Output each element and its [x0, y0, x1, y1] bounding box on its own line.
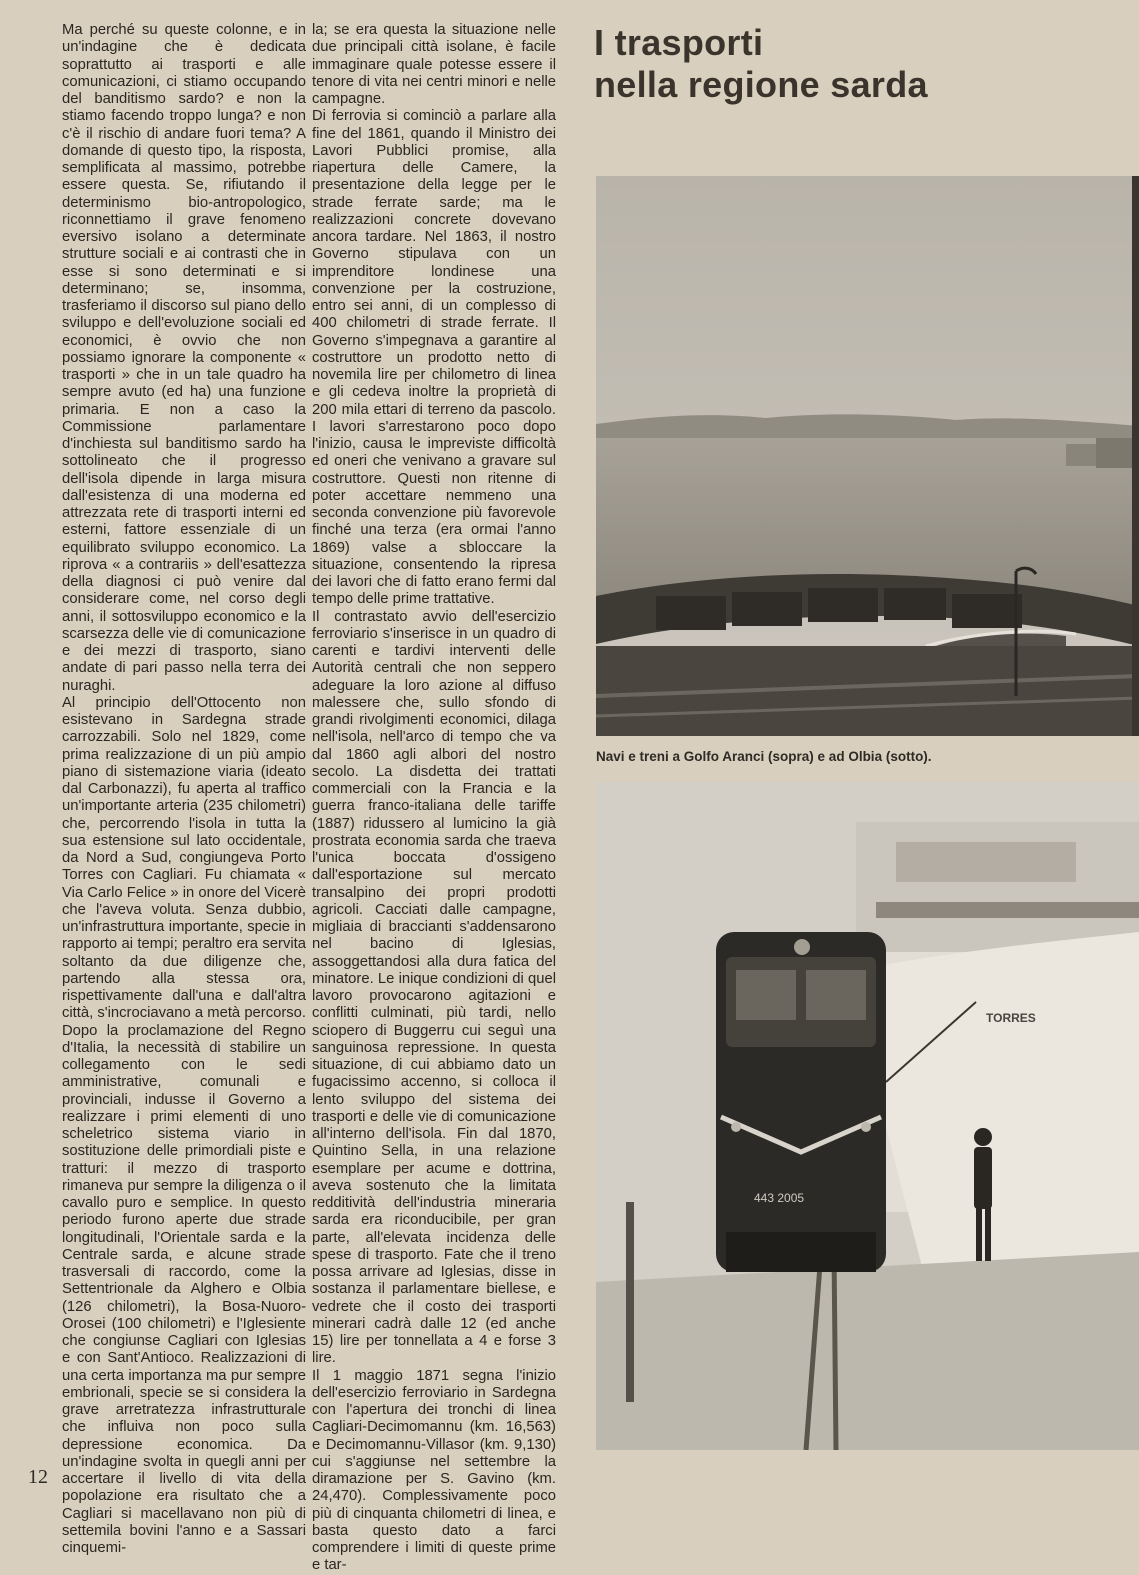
paragraph: Il 1 maggio 1871 segna l'inizio dell'esercizio ferroviario in Sardegna con l'apertura dei tronchi di linea Cagliari-Decimomannu (km. 16,563) e Decimomannu-Villasor (km. 9,130) cui s'aggiunse nel settembre la diramazione per S. Gavino (km. 24,470). Complessivamente poco più di cinquanta chilometri di linea, e basta questo dato a farci comprendere i limiti di queste prime e tar- [312, 1367, 556, 1574]
paragraph: Ma perché su queste colonne, e in un'indagine che è dedicata soprattutto ai trasporti e alle comunicazioni, ci stiamo occupando del banditismo sardo? e non la stiamo facendo troppo lunga? e non c'è il rischio di andare fuori tema? A domande di questo tipo, la risposta, semplificata al massimo, potrebbe essere questa. Se, rifiutando il determinismo bio-antropologico, riconnettiamo il grave fenomeno eversivo isolano a determinate strutture sociali e ai contrasti che in esse si sono determinati e si determinano; se, insomma, trasferiamo il discorso sul piano dello sviluppo e dell'evoluzione sociali ed economici, è ovvio che non possiamo ignorare la componente « trasporti » che in un tale quadro ha sempre avuto (ed ha) una funzione primaria. E non a caso la Commissione parlamentare d'inchiesta sul banditismo sardo ha sottolineato che il progresso dell'isola dipende in larga misura dall'esistenza di una moderna ed attrezzata rete di trasporti interni ed esterni, fattore essenziale di un equilibrato sviluppo economico. La riprova « a contrariis » dell'esattezza della diagnosi ci può venire dal considerare come, nel corso degli anni, il sottosviluppo economico e la scarsezza delle vie di comunicazione e dei mezzi di trasporto, siano andate di pari passo nella terra dei nuraghi. [62, 22, 306, 694]
paragraph: Il contrastato avvio dell'esercizio ferroviario s'inserisce in un quadro di carenti e tardivi interventi delle Autorità centrali che non seppero adeguare la loro azione al diffuso malessere che, sullo sfondo di grandi rivolgimenti economici, dilaga nell'isola, nell'arco di tempo che va dal 1860 agli albori del nostro secolo. La disdetta dei trattati commerciali con la Francia e la guerra franco-italiana delle tariffe (1887) ridussero al lumicino la già prostrata economia sarda che traeva l'unica boccata d'ossigeno dall'esportazione sul mercato transalpino dei propri prodotti agricoli. Cacciati dalle campagne, migliaia di braccianti s'addensarono nel bacino di Iglesias, assoggettandosi alla dura fatica del minatore. Le inique condizioni di quel lavoro provocarono agitazioni e conflitti culminati, più tardi, nello sciopero di Buggerru cui seguì una sanguinosa repressione. In questa situazione, di cui abbiamo dato un fugacissimo accenno, si colloca il lento sviluppo del sistema dei trasporti e delle vie di comunicazione all'interno dell'isola. Fin dal 1870, Quintino Sella, in una relazione esemplare per acume e dottrina, aveva sostenuto che la limitata redditività dell'industria mineraria sarda era riconducibile, per gran parte, all'elevata incidenza delle spese di trasporto. Fate che il treno possa arrivare ad Iglesias, disse in sostanza il parlamentare biellese, e vedrete che il costo dei trasporti minerari cadrà dalle 12 (ed anche 15) lire per tonnellata a 4 e forse 3 lire. [312, 608, 556, 1367]
paragraph: Al principio dell'Ottocento non esistevano in Sardegna strade carrozzabili. Solo nel 1829, come prima realizzazione di un più ampio piano di sistemazione viaria (ideato dal Carbonazzi), fu aperta al traffico un'importante arteria (235 chilometri) che, percorrendo l'isola in tutta la sua estensione sul lato occidentale, da Nord a Sud, congiungeva Porto Torres con Cagliari. Fu chiamata « Via Carlo Felice » in onore del Vicerè che l'aveva voluta. Senza dubbio, un'infrastruttura importante, specie in rapporto ai tempi; peraltro era servita soltanto da due diligenze che, partendo alla stessa ora, rispettivamente dall'una e dall'altra città, s'incrociavano a metà percorso. Dopo la proclamazione del Regno d'Italia, la necessità di stabilire un collegamento con le sedi amministrative, comunali e provinciali, indusse il Governo a realizzare i primi elementi di uno scheletrico sistema viario in sostituzione delle primordiali piste e tratturi: il mezzo di trasporto rimaneva pur sempre la diligenza o il cavallo puro e semplice. In questo periodo furono aperte due strade longitudinali, l'Orientale sarda e la Centrale sarda, e alcune strade trasversali di raccordo, come la Settentrionale da Alghero e Olbia (126 chilometri), la Bosa-Nuoro-Orosei (100 chilometri) e l'Iglesiente che congiunse Cagliari con Iglesias e con Sant'Antioco. Realizzazioni di una certa importanza ma pur sempre embrionali, specie se si considera la grave arretratezza infrastrutturale che influiva non poco sulla depressione economica. Da un'indagine svolta in quegli anni per accertare il livello di vita della popolazione era risultato che a Cagliari si macellavano non più di settemila bovini l'anno e a Sassari cinquemi- [62, 694, 306, 1556]
golfo-aranci-port-photo [596, 176, 1139, 736]
paragraph: Di ferrovia si cominciò a parlare alla fine del 1861, quando il Ministro dei Lavori Pubblici promise, alla riapertura delle Camere, la presentazione della legge per le strade ferrate sarde; ma le realizzazioni concrete dovevano ancora tardare. Nel 1863, il nostro Governo stipulava con un imprenditore londinese una convenzione per la costruzione, entro sei anni, di un complesso di 400 chilometri di strade ferrate. Il Governo s'impegnava a garantire al costruttore un prodotto netto di novemila lire per chilometro di linea e gli cedeva inoltre la proprietà di 200 mila ettari di terreno da pascolo. I lavori s'arrestarono poco dopo l'inizio, causa le impreviste difficoltà ed oneri che venivano a gravare sul costruttore. Questi non ritenne di poter accettare nemmeno una seconda convenzione più favorevole finché una terza (era ormai l'anno 1869) valse a sbloccare la situazione, consentendo la ripresa dei lavori che di fatto erano fermi dal tempo delle prime trattative. [312, 108, 556, 608]
article-column-2 [312, 22, 556, 1575]
ship-name-label: TORRES [986, 1011, 1036, 1025]
article-column-1 [62, 22, 306, 1557]
harbor-illustration [596, 176, 1139, 736]
photo-caption: Navi e treni a Golfo Aranci (sopra) e ad Olbia (sotto). [596, 749, 932, 764]
locomotive-number: 443 2005 [754, 1191, 805, 1205]
title-line-2: nella regione sarda [594, 64, 928, 105]
article-title [594, 22, 1014, 106]
olbia-train-ship-photo [596, 782, 1139, 1450]
train-ship-illustration [596, 782, 1139, 1450]
title-line-1: I trasporti [594, 22, 764, 63]
page-number: 12 [28, 1466, 48, 1488]
paragraph: la; se era questa la situazione nelle due principali città isolane, è facile immaginare quale potesse essere il tenore di vita nei centri minori e nelle campagne. [312, 22, 556, 107]
